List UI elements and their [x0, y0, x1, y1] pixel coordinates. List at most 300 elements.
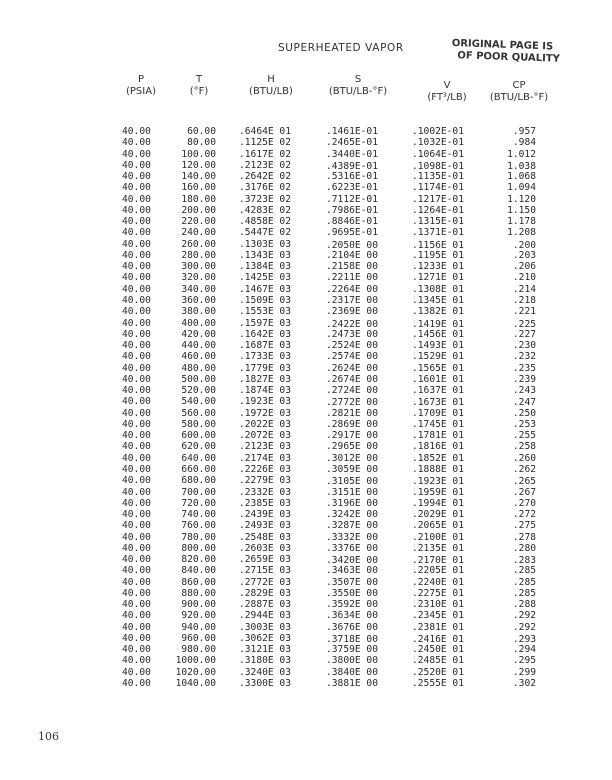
- cell-enthalpy: .1467E 03: [239, 283, 291, 295]
- table-row: [0, 261, 612, 272]
- cell-enthalpy: .2226E 03: [239, 463, 291, 475]
- cell-entropy: .2211E 00: [326, 272, 378, 284]
- cell-pressure: 40.00: [122, 272, 151, 284]
- cell-entropy: .2317E 00: [326, 294, 378, 306]
- cell-specific-heat: 1.208: [507, 227, 536, 239]
- table-row: [0, 227, 612, 238]
- cell-volume: .1002E-01: [412, 126, 464, 137]
- cell-enthalpy: .2279E 03: [239, 475, 291, 487]
- cell-temperature: 80.00: [187, 137, 216, 149]
- cell-pressure: 40.00: [122, 396, 151, 408]
- cell-pressure: 40.00: [122, 126, 151, 137]
- table-row: [0, 295, 612, 306]
- cell-temperature: 200.00: [181, 204, 216, 216]
- cell-volume: .1195E 01: [412, 249, 464, 261]
- cell-pressure: 40.00: [122, 340, 151, 352]
- cell-pressure: 40.00: [122, 497, 151, 509]
- cell-entropy: .3105E 00: [326, 476, 378, 488]
- cell-specific-heat: .302: [512, 678, 536, 690]
- table-row: [0, 565, 612, 576]
- cell-temperature: 560.00: [181, 407, 216, 419]
- cell-enthalpy: .2548E 03: [239, 531, 291, 543]
- cell-entropy: .2772E 00: [326, 397, 378, 409]
- cell-volume: .1264E-01: [412, 204, 464, 216]
- cell-volume: .1315E-01: [412, 216, 464, 228]
- cell-enthalpy: .2772E 03: [239, 576, 291, 588]
- cell-volume: .1637E 01: [412, 385, 464, 397]
- cell-specific-heat: .200: [512, 239, 536, 251]
- cell-pressure: 40.00: [122, 621, 151, 633]
- cell-temperature: 800.00: [181, 542, 216, 554]
- table-row: [0, 374, 612, 385]
- cell-pressure: 40.00: [122, 227, 151, 239]
- cell-specific-heat: .255: [512, 430, 536, 442]
- column-header-enthalpy: H (BTU/LB): [249, 74, 293, 97]
- table-row: [0, 385, 612, 396]
- cell-entropy: .3676E 00: [326, 621, 378, 633]
- cell-pressure: 40.00: [122, 678, 151, 690]
- table-row: [0, 577, 612, 588]
- cell-temperature: 380.00: [181, 306, 216, 318]
- cell-pressure: 40.00: [122, 204, 151, 216]
- cell-volume: .1781E 01: [412, 430, 464, 442]
- cell-temperature: 820.00: [181, 554, 216, 566]
- cell-specific-heat: .285: [512, 576, 536, 588]
- cell-temperature: 840.00: [181, 565, 216, 577]
- cell-temperature: 420.00: [181, 328, 216, 340]
- cell-temperature: 240.00: [181, 227, 216, 239]
- cell-pressure: 40.00: [122, 261, 151, 273]
- cell-enthalpy: .1687E 03: [239, 340, 291, 352]
- cell-temperature: 400.00: [181, 317, 216, 329]
- cell-specific-heat: .210: [512, 272, 536, 284]
- cell-specific-heat: .957: [512, 126, 536, 137]
- cell-enthalpy: .2123E 02: [239, 159, 291, 171]
- table-row: [0, 487, 612, 498]
- cell-entropy: .2050E 00: [326, 239, 378, 251]
- cell-specific-heat: .275: [512, 520, 536, 532]
- cell-entropy: .2369E 00: [326, 306, 378, 318]
- cell-enthalpy: .3121E 03: [239, 644, 291, 656]
- cell-pressure: 40.00: [122, 317, 151, 329]
- cell-pressure: 40.00: [122, 565, 151, 577]
- cell-temperature: 440.00: [181, 340, 216, 352]
- cell-temperature: 920.00: [181, 610, 216, 622]
- cell-volume: .2275E 01: [412, 587, 464, 599]
- cell-volume: .1345E 01: [412, 294, 464, 306]
- table-row: [0, 171, 612, 182]
- cell-entropy: .3440E-01: [326, 148, 378, 160]
- cell-entropy: .5316E-01: [326, 171, 378, 183]
- cell-specific-heat: .258: [512, 441, 536, 453]
- cell-specific-heat: .292: [512, 610, 536, 622]
- cell-enthalpy: .1874E 03: [239, 385, 291, 397]
- page-number: 106: [38, 730, 59, 743]
- cell-temperature: 540.00: [181, 396, 216, 408]
- cell-entropy: .3376E 00: [326, 542, 378, 554]
- cell-volume: .1098E-01: [412, 160, 464, 172]
- table-row: [0, 205, 612, 216]
- cell-pressure: 40.00: [122, 644, 151, 656]
- cell-temperature: 360.00: [181, 294, 216, 306]
- cell-specific-heat: .295: [512, 655, 536, 667]
- cell-pressure: 40.00: [122, 542, 151, 554]
- cell-temperature: 160.00: [181, 182, 216, 194]
- table-row: [0, 408, 612, 419]
- cell-specific-heat: .243: [512, 385, 536, 397]
- cell-temperature: 60.00: [187, 126, 216, 137]
- cell-specific-heat: .283: [512, 555, 536, 567]
- cell-specific-heat: .227: [512, 328, 536, 340]
- table-row: [0, 340, 612, 351]
- cell-specific-heat: 1.178: [507, 216, 536, 228]
- cell-enthalpy: .2659E 03: [239, 554, 291, 566]
- cell-temperature: 760.00: [181, 520, 216, 532]
- table-row: [0, 644, 612, 655]
- cell-temperature: 700.00: [181, 486, 216, 498]
- cell-pressure: 40.00: [122, 632, 151, 644]
- cell-volume: .1994E 01: [412, 497, 464, 509]
- cell-enthalpy: .3180E 03: [239, 655, 291, 667]
- cell-specific-heat: .280: [512, 542, 536, 554]
- cell-volume: .1745E 01: [412, 418, 464, 430]
- table-row: [0, 430, 612, 441]
- cell-pressure: 40.00: [122, 486, 151, 498]
- table-row: [0, 599, 612, 610]
- cell-enthalpy: .2715E 03: [239, 565, 291, 577]
- table-row: [0, 216, 612, 227]
- cell-entropy: .2473E 00: [326, 328, 378, 340]
- cell-specific-heat: .272: [512, 509, 536, 521]
- cell-enthalpy: .2022E 03: [239, 418, 291, 430]
- cell-pressure: 40.00: [122, 666, 151, 678]
- cell-entropy: .3059E 00: [326, 463, 378, 475]
- cell-entropy: .3634E 00: [326, 610, 378, 622]
- cell-volume: .2520E 01: [412, 666, 464, 678]
- cell-temperature: 980.00: [181, 644, 216, 656]
- cell-temperature: 720.00: [181, 497, 216, 509]
- cell-entropy: .2422E 00: [326, 318, 378, 330]
- cell-volume: .2381E 01: [412, 621, 464, 633]
- cell-volume: .1419E 01: [412, 318, 464, 330]
- cell-temperature: 500.00: [181, 373, 216, 385]
- cell-pressure: 40.00: [122, 306, 151, 318]
- cell-enthalpy: .2439E 03: [239, 509, 291, 521]
- cell-specific-heat: .253: [512, 418, 536, 430]
- cell-volume: .1601E 01: [412, 373, 464, 385]
- cell-pressure: 40.00: [122, 171, 151, 183]
- cell-enthalpy: .1923E 03: [239, 396, 291, 408]
- cell-volume: .2135E 01: [412, 542, 464, 554]
- cell-specific-heat: .260: [512, 452, 536, 464]
- cell-volume: .1135E-01: [412, 171, 464, 183]
- table-row: [0, 306, 612, 317]
- cell-temperature: 320.00: [181, 272, 216, 284]
- table-row: [0, 137, 612, 148]
- cell-enthalpy: .3003E 03: [239, 621, 291, 633]
- cell-volume: .1959E 01: [412, 486, 464, 498]
- table-row: [0, 419, 612, 430]
- cell-pressure: 40.00: [122, 249, 151, 261]
- cell-enthalpy: .1553E 03: [239, 306, 291, 318]
- cell-volume: .1382E 01: [412, 306, 464, 318]
- cell-pressure: 40.00: [122, 216, 151, 228]
- cell-temperature: 280.00: [181, 249, 216, 261]
- cell-enthalpy: .2493E 03: [239, 520, 291, 532]
- cell-pressure: 40.00: [122, 283, 151, 295]
- cell-specific-heat: .203: [512, 249, 536, 261]
- cell-entropy: .7112E-01: [326, 193, 378, 205]
- cell-enthalpy: .1642E 03: [239, 328, 291, 340]
- cell-volume: .2416E 01: [412, 633, 464, 645]
- cell-enthalpy: .2123E 03: [239, 441, 291, 453]
- cell-volume: .1709E 01: [412, 407, 464, 419]
- cell-pressure: 40.00: [122, 193, 151, 205]
- cell-entropy: .3800E 00: [326, 655, 378, 667]
- cell-pressure: 40.00: [122, 362, 151, 374]
- cell-enthalpy: .3300E 03: [239, 678, 291, 690]
- cell-specific-heat: .218: [512, 294, 536, 306]
- column-header-volume: V (FT³/LB): [427, 80, 467, 103]
- cell-pressure: 40.00: [122, 520, 151, 532]
- cell-temperature: 480.00: [181, 362, 216, 374]
- cell-volume: .1456E 01: [412, 328, 464, 340]
- cell-enthalpy: .2829E 03: [239, 587, 291, 599]
- cell-temperature: 680.00: [181, 475, 216, 487]
- cell-specific-heat: .292: [512, 621, 536, 633]
- cell-temperature: 660.00: [181, 463, 216, 475]
- cell-pressure: 40.00: [122, 531, 151, 543]
- cell-entropy: .3332E 00: [326, 531, 378, 543]
- cell-entropy: .2624E 00: [326, 362, 378, 374]
- cell-volume: .2100E 01: [412, 531, 464, 543]
- cell-temperature: 940.00: [181, 621, 216, 633]
- table-row: [0, 475, 612, 486]
- cell-specific-heat: .984: [512, 137, 536, 149]
- cell-volume: .2485E 01: [412, 655, 464, 667]
- cell-temperature: 180.00: [181, 193, 216, 205]
- table-row: [0, 272, 612, 283]
- cell-specific-heat: 1.094: [507, 182, 536, 194]
- cell-entropy: .3840E 00: [326, 666, 378, 678]
- cell-entropy: .3242E 00: [326, 509, 378, 521]
- cell-temperature: 1040.00: [175, 678, 216, 690]
- cell-pressure: 40.00: [122, 441, 151, 453]
- cell-enthalpy: .5447E 02: [239, 227, 291, 239]
- table-row: [0, 239, 612, 250]
- cell-enthalpy: .1597E 03: [239, 317, 291, 329]
- table-row: [0, 284, 612, 295]
- cell-entropy: .2465E-01: [326, 137, 378, 149]
- cell-pressure: 40.00: [122, 385, 151, 397]
- cell-pressure: 40.00: [122, 407, 151, 419]
- cell-volume: .1032E-01: [412, 137, 464, 149]
- cell-pressure: 40.00: [122, 554, 151, 566]
- cell-temperature: 100.00: [181, 148, 216, 160]
- cell-entropy: .2158E 00: [326, 261, 378, 273]
- cell-specific-heat: .214: [512, 283, 536, 295]
- cell-pressure: 40.00: [122, 294, 151, 306]
- cell-volume: .2240E 01: [412, 576, 464, 588]
- cell-specific-heat: 1.120: [507, 193, 536, 205]
- cell-entropy: .2917E 00: [326, 430, 378, 442]
- table-row: [0, 520, 612, 531]
- cell-volume: .1156E 01: [412, 239, 464, 251]
- cell-volume: .1371E-01: [412, 227, 464, 239]
- table-row: [0, 678, 612, 689]
- cell-specific-heat: .270: [512, 497, 536, 509]
- cell-entropy: .3012E 00: [326, 452, 378, 464]
- cell-pressure: 40.00: [122, 599, 151, 611]
- cell-pressure: 40.00: [122, 610, 151, 622]
- table-row: [0, 250, 612, 261]
- cell-temperature: 900.00: [181, 599, 216, 611]
- cell-temperature: 1020.00: [175, 666, 216, 678]
- cell-pressure: 40.00: [122, 452, 151, 464]
- cell-entropy: .2869E 00: [326, 418, 378, 430]
- cell-specific-heat: .247: [512, 397, 536, 409]
- cell-volume: .1888E 01: [412, 463, 464, 475]
- cell-enthalpy: .3062E 03: [239, 632, 291, 644]
- cell-entropy: .3420E 00: [326, 555, 378, 567]
- cell-specific-heat: .239: [512, 373, 536, 385]
- table-row: [0, 464, 612, 475]
- cell-entropy: .3463E 00: [326, 565, 378, 577]
- cell-volume: .1673E 01: [412, 397, 464, 409]
- cell-temperature: 140.00: [181, 171, 216, 183]
- cell-specific-heat: .262: [512, 463, 536, 475]
- table-row: [0, 655, 612, 666]
- cell-temperature: 220.00: [181, 216, 216, 228]
- column-header-temperature: T (°F): [189, 74, 209, 97]
- cell-specific-heat: .285: [512, 565, 536, 577]
- cell-pressure: 40.00: [122, 655, 151, 667]
- cell-volume: .1064E-01: [412, 148, 464, 160]
- cell-temperature: 520.00: [181, 385, 216, 397]
- cell-pressure: 40.00: [122, 430, 151, 442]
- cell-pressure: 40.00: [122, 328, 151, 340]
- cell-enthalpy: .4283E 02: [239, 204, 291, 216]
- table-row: [0, 318, 612, 329]
- cell-pressure: 40.00: [122, 509, 151, 521]
- cell-specific-heat: .278: [512, 531, 536, 543]
- cell-entropy: .2104E 00: [326, 249, 378, 261]
- cell-enthalpy: .1343E 03: [239, 249, 291, 261]
- cell-volume: .1529E 01: [412, 351, 464, 363]
- table-row: [0, 396, 612, 407]
- table-row: [0, 363, 612, 374]
- cell-entropy: .2264E 00: [326, 283, 378, 295]
- cell-pressure: 40.00: [122, 351, 151, 363]
- cell-volume: .2065E 01: [412, 520, 464, 532]
- cell-temperature: 300.00: [181, 261, 216, 273]
- cell-entropy: .2724E 00: [326, 385, 378, 397]
- cell-enthalpy: .3176E 02: [239, 182, 291, 194]
- cell-temperature: 120.00: [181, 159, 216, 171]
- cell-volume: .2450E 01: [412, 644, 464, 656]
- cell-volume: .1308E 01: [412, 283, 464, 295]
- stamp-line-1: ORIGINAL PAGE IS: [451, 38, 554, 53]
- cell-entropy: .2524E 00: [326, 340, 378, 352]
- cell-volume: .1816E 01: [412, 441, 464, 453]
- cell-volume: .2029E 01: [412, 509, 464, 521]
- cell-entropy: .3759E 00: [326, 644, 378, 656]
- cell-specific-heat: .299: [512, 666, 536, 678]
- cell-entropy: .2674E 00: [326, 373, 378, 385]
- cell-pressure: 40.00: [122, 238, 151, 250]
- cell-pressure: 40.00: [122, 159, 151, 171]
- cell-entropy: .6223E-01: [326, 182, 378, 194]
- cell-entropy: .1461E-01: [326, 126, 378, 137]
- cell-enthalpy: .1509E 03: [239, 294, 291, 306]
- cell-entropy: .8846E-01: [326, 216, 378, 228]
- table-row: [0, 329, 612, 340]
- cell-volume: .1233E 01: [412, 261, 464, 273]
- cell-volume: .1852E 01: [412, 452, 464, 464]
- cell-enthalpy: .1303E 03: [239, 238, 291, 250]
- table-row: [0, 554, 612, 565]
- cell-enthalpy: .2385E 03: [239, 497, 291, 509]
- cell-pressure: 40.00: [122, 418, 151, 430]
- cell-pressure: 40.00: [122, 373, 151, 385]
- cell-temperature: 740.00: [181, 509, 216, 521]
- cell-volume: .1493E 01: [412, 340, 464, 352]
- table-row: [0, 453, 612, 464]
- cell-enthalpy: .2603E 03: [239, 542, 291, 554]
- cell-specific-heat: .232: [512, 351, 536, 363]
- table-row: [0, 667, 612, 678]
- table-row: [0, 588, 612, 599]
- cell-entropy: .2574E 00: [326, 351, 378, 363]
- cell-pressure: 40.00: [122, 137, 151, 149]
- table-row: [0, 194, 612, 205]
- cell-entropy: .3287E 00: [326, 520, 378, 532]
- cell-specific-heat: .230: [512, 340, 536, 352]
- cell-volume: .1174E-01: [412, 182, 464, 194]
- cell-specific-heat: .267: [512, 486, 536, 498]
- cell-volume: .1271E 01: [412, 272, 464, 284]
- cell-specific-heat: .294: [512, 644, 536, 656]
- cell-temperature: 640.00: [181, 452, 216, 464]
- cell-entropy: .3592E 00: [326, 599, 378, 611]
- table-title: SUPERHEATED VAPOR: [278, 42, 404, 54]
- cell-specific-heat: 1.150: [507, 204, 536, 216]
- table-row: [0, 610, 612, 621]
- table-row: [0, 532, 612, 543]
- cell-temperature: 960.00: [181, 632, 216, 644]
- cell-enthalpy: .1827E 03: [239, 373, 291, 385]
- column-header-specific-heat: CP (BTU/LB-°F): [489, 80, 549, 103]
- cell-enthalpy: .1733E 03: [239, 351, 291, 363]
- table-row: [0, 509, 612, 520]
- cell-specific-heat: 1.038: [507, 160, 536, 172]
- cell-volume: .2205E 01: [412, 565, 464, 577]
- cell-enthalpy: .1617E 02: [239, 148, 291, 160]
- cell-pressure: 40.00: [122, 576, 151, 588]
- cell-enthalpy: .3240E 03: [239, 666, 291, 678]
- data-table-body: [0, 126, 612, 689]
- cell-volume: .2345E 01: [412, 610, 464, 622]
- cell-pressure: 40.00: [122, 475, 151, 487]
- stamp-line-2: OF POOR QUALITY: [457, 50, 561, 65]
- original-page-stamp: [451, 38, 560, 66]
- cell-volume: .2170E 01: [412, 555, 464, 567]
- cell-enthalpy: .2887E 03: [239, 599, 291, 611]
- cell-pressure: 40.00: [122, 463, 151, 475]
- table-row: [0, 543, 612, 554]
- cell-entropy: .3507E 00: [326, 576, 378, 588]
- cell-enthalpy: .2072E 03: [239, 430, 291, 442]
